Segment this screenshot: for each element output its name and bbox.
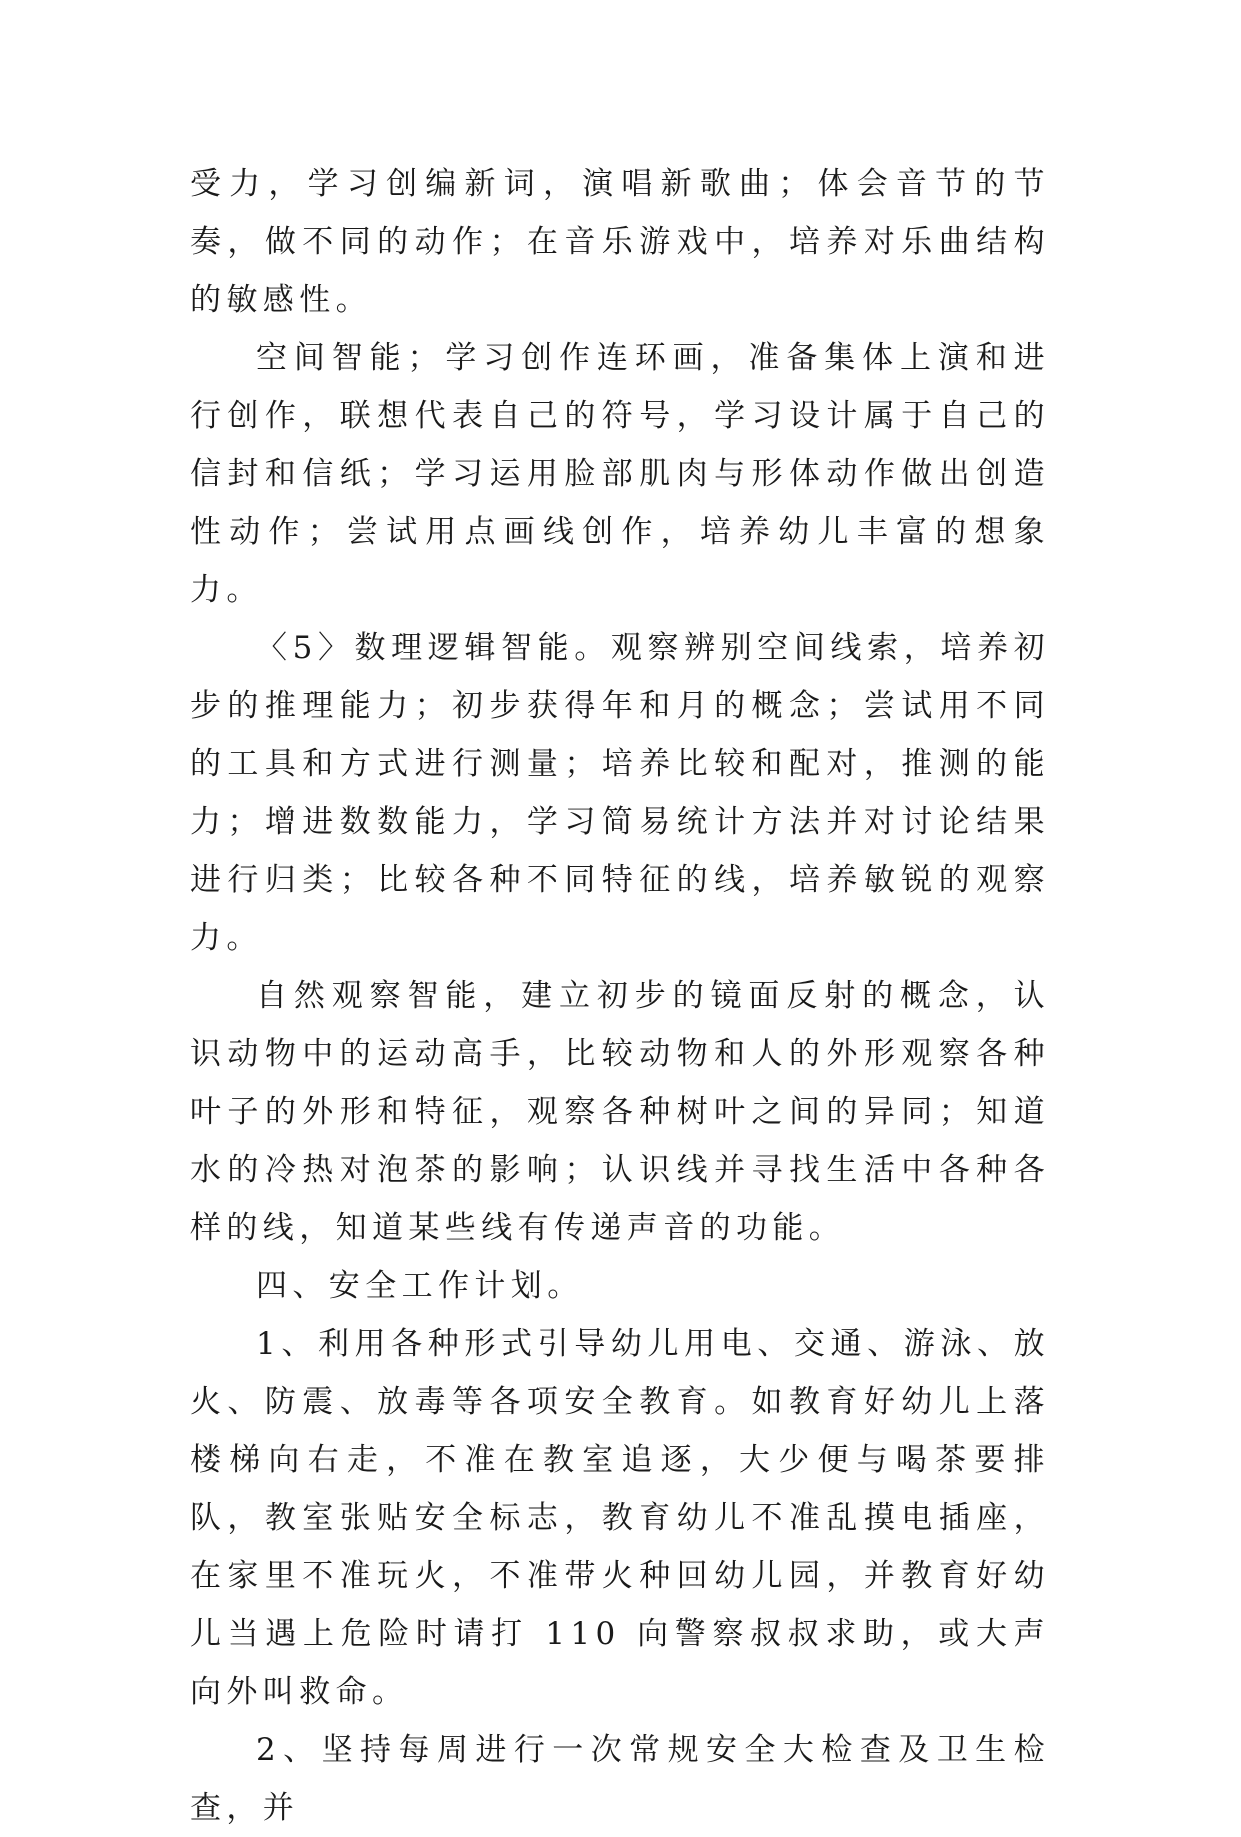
- paragraph-logical-intelligence: 〈5〉数理逻辑智能。观察辨别空间线索，培养初步的推理能力；初步获得年和月的概念；尝试用不同的工具和方式进行测量；培养比较和配对，推测的能力；增进数数能力，学习简易统计方法并对讨论结果进行归类；比较各种不同特征的线，培养敏锐的观察力。: [190, 630, 1050, 956]
- paragraph-safety-item-1: 1、利用各种形式引导幼儿用电、交通、游泳、放火、防震、放毒等各项安全教育。如教育好幼儿上落楼梯向右走，不准在教室追逐，大少便与喝茶要排队，教室张贴安全标志，教育幼儿不准乱摸电插座，在家里不准玩火，不准带火种回幼儿园，并教育好幼儿当遇上危险时请打 110 向警察叔叔求助，或大声向外叫救命。: [190, 1326, 1050, 1710]
- section-heading-safety-plan: 四、安全工作计划。: [256, 1268, 584, 1304]
- paragraph-music-continued: 受力，学习创编新词，演唱新歌曲；体会音节的节奏，做不同的动作；在音乐游戏中，培养对乐曲结构的敏感性。: [190, 166, 1050, 318]
- paragraph-spatial-intelligence: 空间智能；学习创作连环画，准备集体上演和进行创作，联想代表自己的符号，学习设计属于自己的信封和信纸；学习运用脸部肌肉与形体动作做出创造性动作；尝试用点画线创作，培养幼儿丰富的想象力。: [190, 340, 1050, 608]
- paragraph-naturalist-intelligence: 自然观察智能，建立初步的镜面反射的概念，认识动物中的运动高手，比较动物和人的外形观察各种叶子的外形和特征，观察各种树叶之间的异同；知道水的冷热对泡茶的影响；认识线并寻找生活中各种各样的线，知道某些线有传递声音的功能。: [190, 978, 1050, 1246]
- paragraph-safety-item-2: 2、坚持每周进行一次常规安全大检查及卫生检查，并: [190, 1732, 1050, 1826]
- document-page: [190, 155, 1050, 1837]
